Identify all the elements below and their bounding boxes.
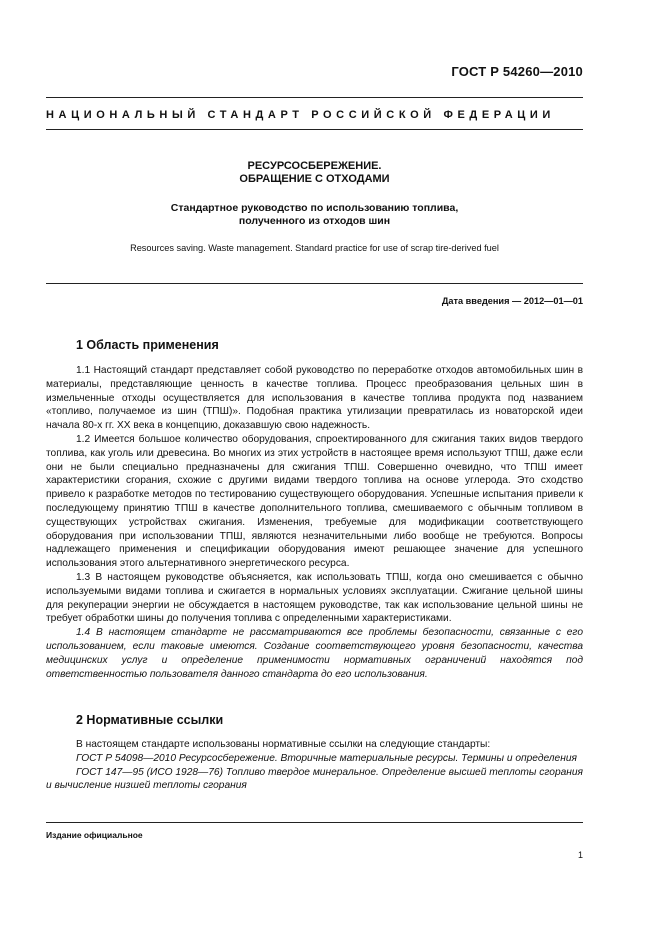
section-2-heading: 2 Нормативные ссылки [76,713,224,727]
references-intro: В настоящем стандарте использованы нормативные ссылки на следующие стандарты: [76,739,491,750]
document-title [46,160,583,186]
section-1-heading: 1 Область применения [76,338,219,352]
reference-2: ГОСТ 147—95 (ИСО 1928—76) Топливо твердое минеральное. Определение высшей теплоты сгорания и вычисление низшей теплоты сгорания [46,766,583,792]
section-2-body [46,738,583,793]
footer-rule [46,822,583,823]
paragraph-1-1: 1.1 Настоящий стандарт представляет собой руководство по переработке отходов автомобильных шин в материалы, представляющие ценность в качестве топлива. Процесс преобразования цельных шин в измельченные отходы осуществляется для использования в качестве топлива продукта под названием «топливо, получаемое из шин (ТПШ)». Подобная практика утилизации превратилась из новаторской идеи начала 80-х гг. XX века в концепцию, доказавшую свою надежность. [46,365,583,432]
english-title: Resources saving. Waste management. Standard practice for use of scrap tire-derived fuel [130,243,499,253]
paragraph-1-2: 1.2 Имеется большое количество оборудования, спроектированного для сжигания таких видов твердого топлива, как уголь или древесина. Во многих из этих устройств в настоящее время используют ТПШ, даже если они не были специально предназначены для сжигания ТПШ. Совершенно очевидно, что ТПШ имеет характеристики сгорания, схожие с другими видами твердого топлива на основе углерода. Это сходство привело к разработке методов по тестированию существующего оборудования. Успешные испытания привели к последующему принятию ТПШ в качестве дополнительного топлива, смешиваемого с обычным топливом в существующих устройствах сжигания. Изменения, требуемые для модификации соответствующего оборудования при использовании ТПШ, являются незначительными либо вообще не требуются. Вопросы надлежащего применения и спецификации оборудования имеют решающее значение для успешного использования этого альтернативного энергетического ресурса. [46,433,583,570]
section-1-body [46,364,583,681]
banner-rule [46,129,583,130]
national-standard-banner: НАЦИОНАЛЬНЫЙ СТАНДАРТ РОССИЙСКОЙ ФЕДЕРАЦИИ [46,109,555,121]
title-line-2: ОБРАЩЕНИЕ С ОТХОДАМИ [239,173,390,185]
introduction-date: Дата введения — 2012—01—01 [441,296,583,306]
subtitle-line-2: полученного из отходов шин [238,215,391,227]
reference-1: ГОСТ Р 54098—2010 Ресурсосбережение. Вторичные материальные ресурсы. Термины и определения [76,752,577,764]
document-subtitle [46,202,583,228]
subtitle-line-1: Стандартное руководство по использованию топлива, [170,202,459,214]
document-number: ГОСТ Р 54260—2010 [451,64,583,79]
paragraph-1-3: 1.3 В настоящем руководстве объясняется, как использовать ТПШ, когда оно смешивается с обычно используемыми видами топлива и сжигается в нормальных условиях эксплуатации. Сжигание цельной шины для рекуперации энергии не обсуждается в настоящем руководстве, так как использование цельной шины не требует обработки шины до получения топлива с определенными характеристиками. [46,571,583,625]
title-rule [46,283,583,284]
top-rule [46,97,583,98]
title-line-1: РЕСУРСОСБЕРЕЖЕНИЕ. [247,160,382,172]
page-number: 1 [577,850,583,860]
paragraph-1-4: 1.4 В настоящем стандарте не рассматриваются все проблемы безопасности, связанные с его использованием, если таковые имеются. Создание соответствующего уровня безопасности, качества медицинских услуг и определение применимости нормативных ограничений находятся под ответственностью пользователя данного стандарта до его использования. [46,627,583,680]
official-edition-note: Издание официальное [46,830,143,840]
